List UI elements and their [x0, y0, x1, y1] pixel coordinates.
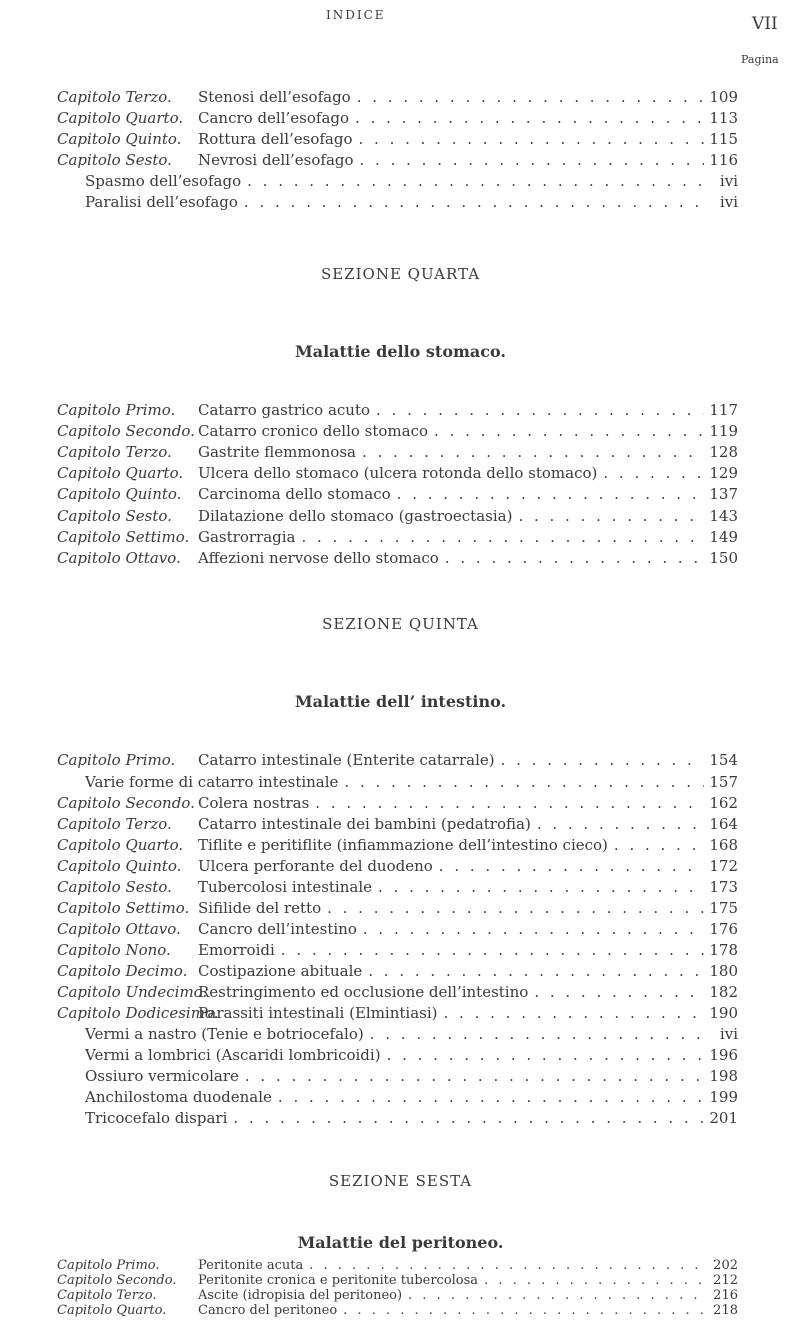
dot-leader — [360, 149, 704, 171]
page-ref: 116 — [709, 151, 738, 169]
page-ref: 128 — [709, 443, 738, 461]
chapter-label: Capitolo Ottavo. — [57, 549, 181, 567]
entry-title — [198, 399, 704, 421]
dot-leader — [355, 107, 704, 129]
toc-entry — [0, 876, 738, 898]
chapter-label: Capitolo Primo. — [57, 751, 176, 769]
toc-entry — [0, 86, 738, 108]
page-ref: 202 — [713, 1258, 738, 1273]
toc-entry — [0, 855, 738, 877]
toc-entry — [0, 420, 738, 442]
entry-title — [198, 1288, 704, 1303]
chapter-label: Capitolo Quarto. — [57, 836, 184, 854]
chapter-label: Capitolo Ottavo. — [57, 920, 181, 938]
toc-entry — [0, 128, 738, 150]
page-ref: 162 — [709, 794, 738, 812]
chapter-label: Capitolo Quarto. — [57, 109, 184, 127]
entry-title-text: Catarro intestinale (Enterite catarrale) — [198, 751, 495, 769]
running-title: INDICE — [326, 8, 386, 22]
page-ref: 149 — [709, 528, 738, 546]
entry-title — [85, 1107, 704, 1129]
entry-title-text: Tricocefalo dispari — [85, 1109, 228, 1127]
entry-title — [85, 1044, 704, 1066]
entry-title — [198, 792, 704, 814]
toc-entry — [0, 813, 738, 835]
dot-leader — [376, 399, 704, 421]
dot-leader — [603, 462, 704, 484]
section-heading: SEZIONE SESTA — [328, 1172, 473, 1190]
chapter-label: Capitolo Settimo. — [57, 899, 190, 917]
page-ref: ivi — [719, 172, 738, 190]
entry-title — [85, 191, 704, 213]
chapter-label: Capitolo Terzo. — [57, 1288, 157, 1303]
chapter-label: Capitolo Primo. — [57, 401, 176, 419]
toc-entry — [0, 1023, 738, 1045]
entry-title — [198, 86, 704, 108]
page-ref: 109 — [709, 88, 738, 106]
entry-title-text: Peritonite acuta — [198, 1258, 304, 1273]
entry-title — [198, 939, 704, 961]
dot-leader — [378, 876, 704, 898]
entry-title — [85, 1023, 704, 1045]
dot-leader — [534, 981, 704, 1003]
entry-title-text: Nevrosi dell’esofago — [198, 151, 354, 169]
page-ref: 175 — [709, 899, 738, 917]
page-ref: 119 — [709, 422, 738, 440]
dot-leader — [244, 191, 704, 213]
page-ref: ivi — [719, 1025, 738, 1043]
entry-title — [198, 505, 704, 527]
entry-title-text: Catarro intestinale dei bambini (pedatrofia) — [198, 815, 531, 833]
dot-leader — [362, 441, 704, 463]
toc-entry — [0, 897, 738, 919]
dot-leader — [408, 1288, 704, 1303]
toc-entry — [0, 1273, 738, 1288]
toc-entry — [0, 1065, 738, 1087]
entry-title — [198, 483, 704, 505]
entry-title-text: Tubercolosi intestinale — [198, 878, 373, 896]
page-ref: 168 — [709, 836, 738, 854]
entry-title — [198, 1258, 704, 1273]
entry-title-text: Spasmo dell’esofago — [85, 172, 242, 190]
dot-leader — [343, 1303, 704, 1318]
dot-leader — [359, 128, 705, 150]
entry-title — [198, 107, 704, 129]
entry-title-text: Peritonite cronica e peritonite tubercolosa — [198, 1273, 479, 1288]
page-number: VII — [752, 14, 778, 34]
entry-title — [85, 170, 704, 192]
entry-title-text: Stenosi dell’esofago — [198, 88, 351, 106]
section-subheading: Malattie dello stomaco. — [295, 342, 506, 361]
chapter-label: Capitolo Terzo. — [57, 443, 172, 461]
page-ref: 164 — [709, 815, 738, 833]
entry-title-text: Dilatazione dello stomaco (gastroectasia) — [198, 507, 513, 525]
dot-leader — [301, 526, 704, 548]
page-ref: 212 — [713, 1273, 738, 1288]
entry-title-text: Ulcera perforante del duodeno — [198, 857, 433, 875]
chapter-label: Capitolo Sesto. — [57, 151, 172, 169]
entry-title-text: Restringimento ed occlusione dell’intestino — [198, 983, 529, 1001]
entry-title-text: Vermi a nastro (Tenie e botriocefalo) — [85, 1025, 364, 1043]
chapter-label: Capitolo Secondo. — [57, 1273, 177, 1288]
page-ref: ivi — [719, 193, 738, 211]
toc-entry — [0, 1086, 738, 1108]
entry-title — [198, 526, 704, 548]
section-subheading: Malattie dell’ intestino. — [294, 692, 507, 711]
page-ref: 176 — [709, 920, 738, 938]
dot-leader — [537, 813, 704, 835]
dot-leader — [357, 86, 704, 108]
entry-title-text: Parassiti intestinali (Elmintiasi) — [198, 1004, 438, 1022]
entry-title — [198, 960, 704, 982]
section-heading: SEZIONE QUARTA — [320, 265, 481, 283]
section-heading: SEZIONE QUINTA — [322, 615, 479, 633]
dot-leader — [445, 547, 704, 569]
dot-leader — [344, 771, 704, 793]
toc-entry — [0, 1288, 738, 1303]
page-ref: 199 — [709, 1088, 738, 1106]
chapter-label: Capitolo Sesto. — [57, 878, 172, 896]
toc-entry — [0, 981, 738, 1003]
chapter-label: Capitolo Primo. — [57, 1258, 160, 1273]
page-ref: 190 — [709, 1004, 738, 1022]
toc-entry — [0, 939, 738, 961]
toc-entry — [0, 149, 738, 171]
entry-title — [85, 1065, 704, 1087]
entry-title — [198, 834, 704, 856]
chapter-label: Capitolo Secondo. — [57, 422, 195, 440]
entry-title-text: Catarro gastrico acuto — [198, 401, 371, 419]
dot-leader — [444, 1002, 704, 1024]
entry-title — [198, 813, 704, 835]
toc-entry — [0, 1258, 738, 1273]
entry-title — [198, 547, 704, 569]
dot-leader — [614, 834, 704, 856]
dot-leader — [245, 1065, 704, 1087]
entry-title — [198, 918, 704, 940]
dot-leader — [439, 855, 704, 877]
dot-leader — [247, 170, 704, 192]
entry-title — [198, 855, 704, 877]
page-ref: 182 — [709, 983, 738, 1001]
page-ref: 172 — [709, 857, 738, 875]
page-ref: 117 — [709, 401, 738, 419]
entry-title-text: Cancro dell’esofago — [198, 109, 350, 127]
entry-title — [198, 420, 704, 442]
entry-title-text: Gastrite flemmonosa — [198, 443, 356, 461]
entry-title — [198, 149, 704, 171]
dot-leader — [281, 939, 704, 961]
entry-title — [198, 441, 704, 463]
toc-entry — [0, 462, 738, 484]
chapter-label: Capitolo Terzo. — [57, 88, 172, 106]
entry-title — [198, 1273, 704, 1288]
dot-leader — [501, 749, 704, 771]
entry-title — [198, 462, 704, 484]
entry-title-text: Catarro cronico dello stomaco — [198, 422, 429, 440]
dot-leader — [315, 792, 704, 814]
toc-entry — [0, 505, 738, 527]
toc-entry — [0, 771, 738, 793]
entry-title-text: Gastrorragia — [198, 528, 296, 546]
toc-entry — [0, 1044, 738, 1066]
chapter-label: Capitolo Quinto. — [57, 130, 182, 148]
entry-title-text: Varie forme di catarro intestinale — [85, 773, 339, 791]
dot-leader — [327, 897, 704, 919]
dot-leader — [363, 918, 704, 940]
toc-entry — [0, 960, 738, 982]
entry-title-text: Affezioni nervose dello stomaco — [198, 549, 439, 567]
page-ref: 201 — [709, 1109, 738, 1127]
page-ref: 157 — [709, 773, 738, 791]
chapter-label: Capitolo Quinto. — [57, 485, 182, 503]
entry-title — [198, 749, 704, 771]
dot-leader — [484, 1273, 704, 1288]
toc-entry — [0, 191, 738, 213]
entry-title — [198, 128, 704, 150]
toc-entry — [0, 526, 738, 548]
dot-leader — [233, 1107, 704, 1129]
toc-entry — [0, 792, 738, 814]
toc-entry — [0, 749, 738, 771]
page-ref: 129 — [709, 464, 738, 482]
entry-title-text: Cancro del peritoneo — [198, 1303, 338, 1318]
entry-title-text: Ossiuro vermicolare — [85, 1067, 239, 1085]
entry-title — [198, 1002, 704, 1024]
toc-entry — [0, 1107, 738, 1129]
entry-title-text: Costipazione abituale — [198, 962, 363, 980]
dot-leader — [387, 1044, 704, 1066]
entry-title-text: Ascite (idropisia del peritoneo) — [198, 1288, 403, 1303]
dot-leader — [368, 960, 704, 982]
dot-leader — [434, 420, 704, 442]
entry-title-text: Paralisi dell’esofago — [85, 193, 238, 211]
entry-title-text: Tiflite e peritiflite (infiammazione dell’intestino cieco) — [198, 836, 608, 854]
page-ref: 154 — [709, 751, 738, 769]
toc-entry — [0, 107, 738, 129]
entry-title-text: Vermi a lombrici (Ascaridi lombricoidi) — [85, 1046, 381, 1064]
entry-title-text: Ulcera dello stomaco (ulcera rotonda dello stomaco) — [198, 464, 598, 482]
chapter-label: Capitolo Quarto. — [57, 464, 184, 482]
chapter-label: Capitolo Sesto. — [57, 507, 172, 525]
entry-title — [198, 981, 704, 1003]
entry-title-text: Rottura dell’esofago — [198, 130, 353, 148]
dot-leader — [309, 1258, 704, 1273]
page-ref: 218 — [713, 1303, 738, 1318]
pagina-column-label: Pagina — [741, 53, 779, 66]
page-ref: 178 — [709, 941, 738, 959]
toc-entry — [0, 399, 738, 421]
page-ref: 150 — [709, 549, 738, 567]
chapter-label: Capitolo Nono. — [57, 941, 171, 959]
toc-entry — [0, 834, 738, 856]
page-ref: 143 — [709, 507, 738, 525]
entry-title — [85, 771, 704, 793]
chapter-label: Capitolo Settimo. — [57, 528, 190, 546]
toc-entry — [0, 170, 738, 192]
dot-leader — [278, 1086, 704, 1108]
page-ref: 137 — [709, 485, 738, 503]
chapter-label: Capitolo Undecimo. — [57, 983, 208, 1001]
entry-title — [198, 897, 704, 919]
section-subheading: Malattie del peritoneo. — [297, 1233, 504, 1252]
dot-leader — [397, 483, 704, 505]
entry-title-text: Colera nostras — [198, 794, 310, 812]
page-ref: 115 — [709, 130, 738, 148]
page-ref: 216 — [713, 1288, 738, 1303]
page-ref: 180 — [709, 962, 738, 980]
dot-leader — [518, 505, 704, 527]
entry-title — [198, 1303, 704, 1318]
entry-title-text: Cancro dell’intestino — [198, 920, 357, 938]
chapter-label: Capitolo Quarto. — [57, 1303, 167, 1318]
entry-title-text: Anchilostoma duodenale — [85, 1088, 272, 1106]
chapter-label: Capitolo Dodicesimo. — [57, 1004, 219, 1022]
toc-entry — [0, 1303, 738, 1318]
toc-entry — [0, 1002, 738, 1024]
toc-entry — [0, 483, 738, 505]
page-ref: 173 — [709, 878, 738, 896]
toc-entry — [0, 547, 738, 569]
chapter-label: Capitolo Quinto. — [57, 857, 182, 875]
chapter-label: Capitolo Terzo. — [57, 815, 172, 833]
entry-title-text: Carcinoma dello stomaco — [198, 485, 391, 503]
entry-title-text: Sifilide del retto — [198, 899, 322, 917]
toc-entry — [0, 441, 738, 463]
page-ref: 113 — [709, 109, 738, 127]
chapter-label: Capitolo Secondo. — [57, 794, 195, 812]
entry-title-text: Emorroidi — [198, 941, 275, 959]
dot-leader — [370, 1023, 704, 1045]
toc-entry — [0, 918, 738, 940]
entry-title — [198, 876, 704, 898]
page-ref: 198 — [709, 1067, 738, 1085]
entry-title — [85, 1086, 704, 1108]
chapter-label: Capitolo Decimo. — [57, 962, 188, 980]
page-ref: 196 — [709, 1046, 738, 1064]
